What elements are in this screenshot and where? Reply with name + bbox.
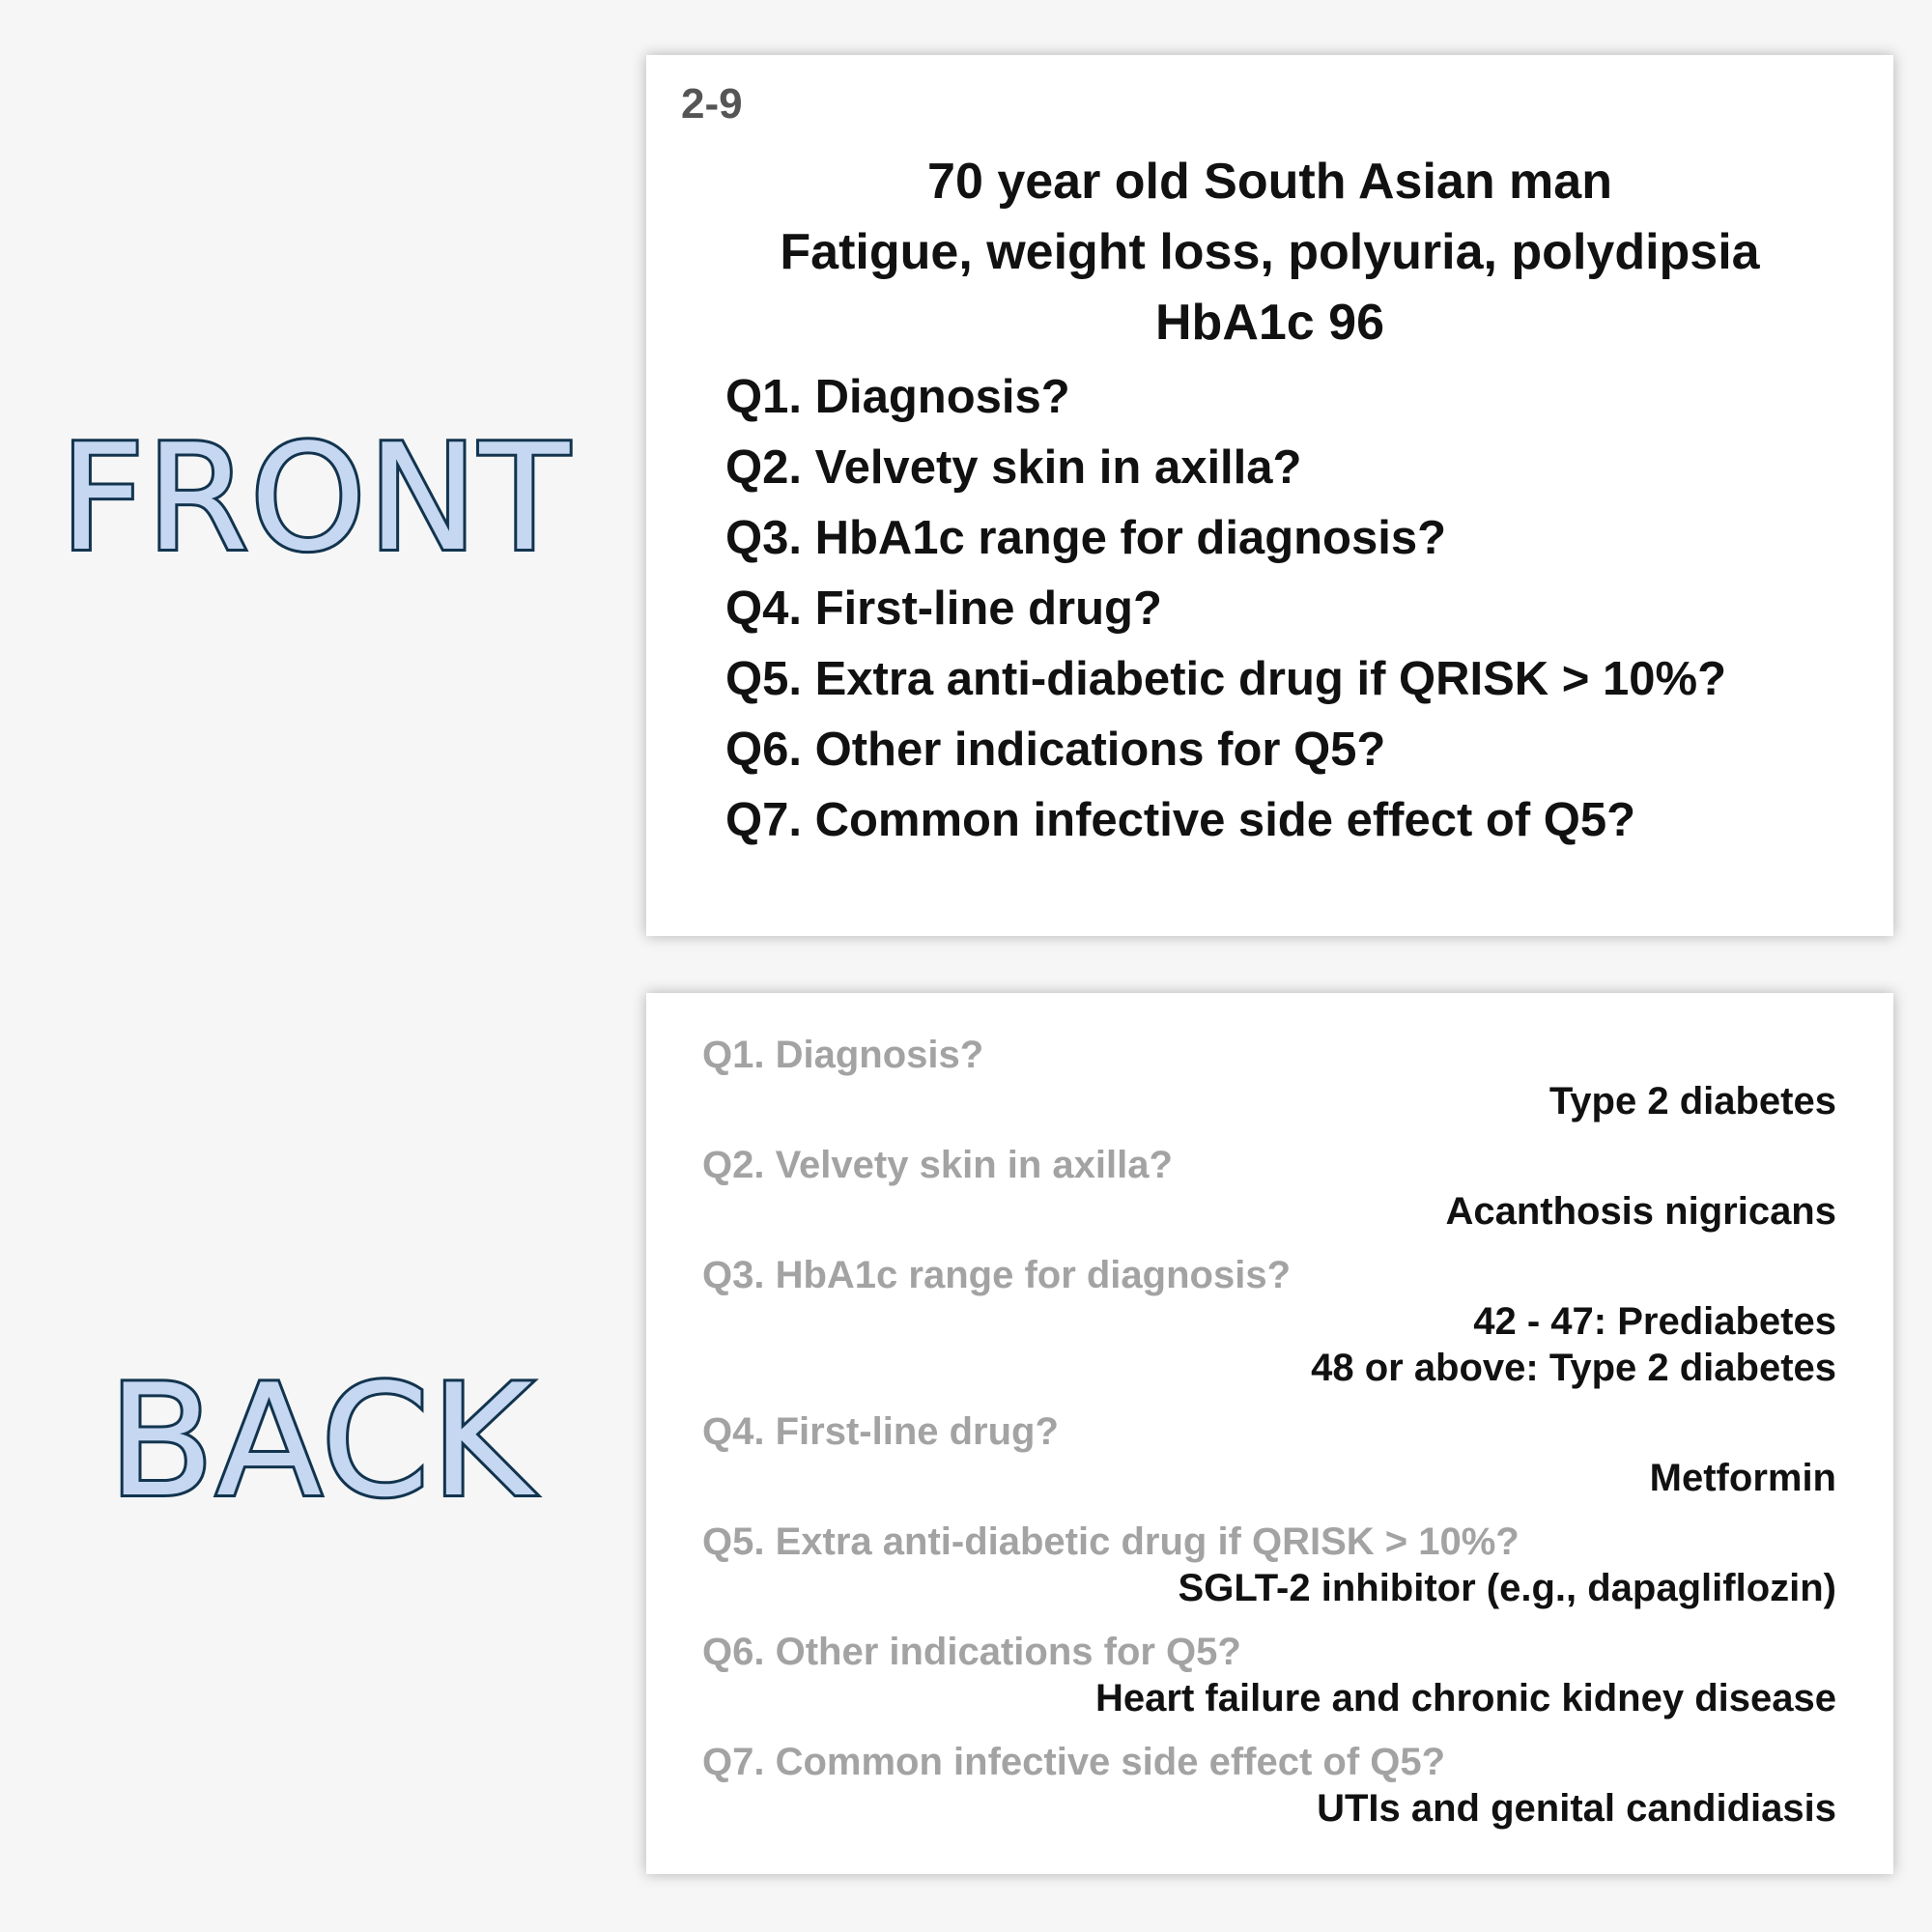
back-question: Q4. First-line drug? [702, 1410, 1059, 1453]
answer-text: Acanthosis nigricans [1445, 1190, 1836, 1233]
front-question: Q1. Diagnosis? [725, 371, 1070, 423]
back-question: Q7. Common infective side effect of Q5? [702, 1741, 1446, 1783]
qa-item [702, 1629, 1836, 1721]
case-line: Fatigue, weight loss, polyuria, polydipsia [780, 224, 1760, 280]
front-card [646, 55, 1893, 936]
answer-text: 42 - 47: Prediabetes [1473, 1300, 1836, 1343]
back-question: Q1. Diagnosis? [702, 1034, 984, 1076]
case-summary [646, 147, 1893, 358]
answer-text: 48 or above: Type 2 diabetes [1311, 1347, 1836, 1389]
back-label: BACK [108, 1350, 535, 1531]
front-question: Q6. Other indications for Q5? [725, 724, 1386, 776]
answer-text: Metformin [1649, 1457, 1836, 1499]
qa-item [702, 1739, 1836, 1832]
back-question: Q5. Extra anti-diabetic drug if QRISK > 10%? [702, 1520, 1520, 1563]
answer-text: UTIs and genital candidiasis [1317, 1787, 1836, 1830]
answer-text: Type 2 diabetes [1548, 1080, 1836, 1122]
front-question: Q4. First-line drug? [725, 582, 1162, 635]
front-question-list [725, 362, 1726, 856]
case-line: HbA1c 96 [1155, 295, 1384, 351]
qa-item [702, 1142, 1836, 1235]
back-question: Q2. Velvety skin in axilla? [702, 1144, 1173, 1186]
card-id: 2-9 [681, 80, 743, 128]
qa-item [702, 1519, 1836, 1611]
back-question: Q3. HbA1c range for diagnosis? [702, 1254, 1292, 1296]
qa-item [702, 1252, 1836, 1391]
back-question: Q6. Other indications for Q5? [702, 1631, 1241, 1673]
answer-text: SGLT-2 inhibitor (e.g., dapagliflozin) [1178, 1567, 1836, 1609]
front-question: Q3. HbA1c range for diagnosis? [725, 512, 1447, 564]
front-question: Q2. Velvety skin in axilla? [725, 441, 1302, 494]
front-question: Q5. Extra anti-diabetic drug if QRISK > 10%? [725, 653, 1727, 705]
qa-item [702, 1032, 1836, 1124]
answer-list [702, 1032, 1836, 1849]
case-line: 70 year old South Asian man [927, 154, 1612, 210]
qa-item [702, 1408, 1836, 1501]
answer-text: Heart failure and chronic kidney disease [1095, 1677, 1836, 1719]
front-question: Q7. Common infective side effect of Q5? [725, 794, 1636, 846]
back-card [646, 993, 1893, 1874]
front-label: FRONT [60, 412, 572, 583]
